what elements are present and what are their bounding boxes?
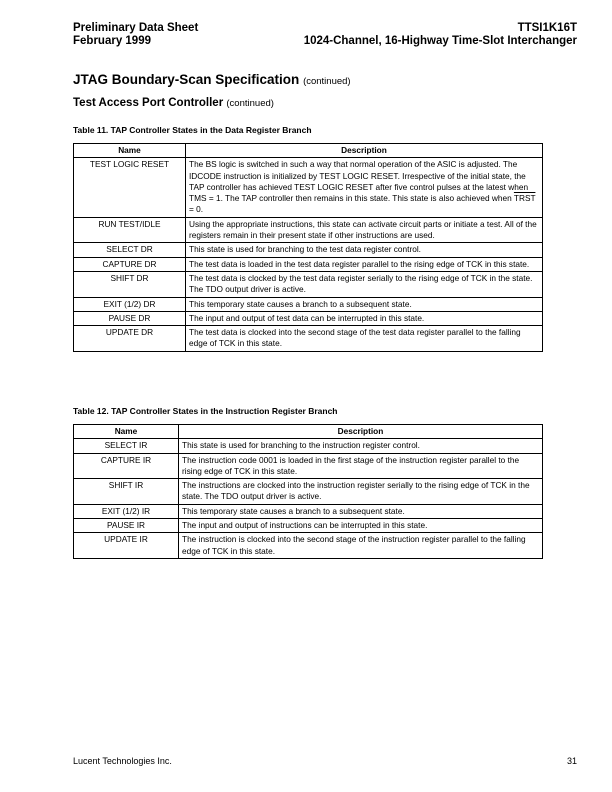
- state-description: This state is used for branching to the instruction register control.: [179, 439, 543, 453]
- table-row: [74, 243, 543, 257]
- state-name: SHIFT IR: [74, 479, 179, 505]
- state-description: The instructions are clocked into the instruction register serially to the rising edge of TCK in the state. The TDO output driver is active.: [179, 479, 543, 505]
- table-row: [74, 453, 543, 479]
- header-left: [73, 22, 198, 48]
- state-description: [186, 158, 543, 217]
- col-description: Description: [186, 144, 543, 158]
- table-row: [74, 311, 543, 325]
- state-description: This temporary state causes a branch to a subsequent state.: [179, 504, 543, 518]
- table-row: [74, 504, 543, 518]
- state-name: RUN TEST/IDLE: [74, 217, 186, 243]
- state-name: PAUSE DR: [74, 311, 186, 325]
- subsection-suffix: (continued): [226, 98, 274, 109]
- state-name: SELECT IR: [74, 439, 179, 453]
- footer-company: Lucent Technologies Inc.: [73, 756, 172, 766]
- page-number: 31: [566, 756, 577, 766]
- table-row: [74, 533, 543, 559]
- state-description: The input and output of instructions can be interrupted in this state.: [179, 519, 543, 533]
- col-description: Description: [179, 425, 543, 439]
- desc-text-end: = 0.: [189, 204, 204, 215]
- state-description: This temporary state causes a branch to a subsequent state.: [186, 297, 543, 311]
- desc-text: The BS logic is switched in such a way that normal operation of the ASIC is adjusted. The IDCODE instruction is initialized by TEST LOGIC RESET. Irrespective of the initial state, the TAP controller has achieved TEST LOGIC RESET after five control pulses at the latest when TMS = 1. The TAP controller then remains in this state. This state is also achieved when: [189, 159, 529, 204]
- state-name: UPDATE IR: [74, 533, 179, 559]
- doc-date: February 1999: [73, 35, 151, 47]
- state-name: EXIT (1/2) IR: [74, 504, 179, 518]
- table-row: [74, 439, 543, 453]
- state-description: The test data is loaded in the test data register parallel to the rising edge of TCK in this state.: [186, 257, 543, 271]
- section-suffix: (continued): [303, 76, 351, 87]
- state-name: SHIFT DR: [74, 271, 186, 297]
- state-name: UPDATE DR: [74, 326, 186, 352]
- table-row: [74, 479, 543, 505]
- table-row: [74, 297, 543, 311]
- table11-caption: Table 11. TAP Controller States in the Data Register Branch: [73, 125, 312, 135]
- col-name: Name: [74, 425, 179, 439]
- section-title-text: JTAG Boundary-Scan Specification: [73, 72, 300, 87]
- table-row: [74, 257, 543, 271]
- state-description: The input and output of test data can be interrupted in this state.: [186, 311, 543, 325]
- table-row: [74, 326, 543, 352]
- state-description: The instruction code 0001 is loaded in the first stage of the instruction register parallel to the rising edge of TCK in this state.: [179, 453, 543, 479]
- state-name: TEST LOGIC RESET: [74, 158, 186, 217]
- table-row: [74, 519, 543, 533]
- table-row: [74, 271, 543, 297]
- state-description: The test data is clocked by the test data register serially to the rising edge of TCK in the state. The TDO output driver is active.: [186, 271, 543, 297]
- state-description: Using the appropriate instructions, this state can activate circuit parts or initiate a test. All of the registers remain in their present state if other instructions are used.: [186, 217, 543, 243]
- table12: [73, 424, 543, 559]
- state-description: The instruction is clocked into the second stage of the instruction register parallel to the falling edge of TCK in this state.: [179, 533, 543, 559]
- col-name: Name: [74, 144, 186, 158]
- section-title: [73, 72, 351, 87]
- state-description: This state is used for branching to the test data register control.: [186, 243, 543, 257]
- subsection-title-text: Test Access Port Controller: [73, 97, 224, 109]
- table12-caption: Table 12. TAP Controller States in the Instruction Register Branch: [73, 406, 338, 416]
- state-description: The test data is clocked into the second stage of the test data register parallel to the falling edge of TCK in this state.: [186, 326, 543, 352]
- state-name: CAPTURE DR: [74, 257, 186, 271]
- state-name: CAPTURE IR: [74, 453, 179, 479]
- table-row: [74, 158, 543, 217]
- doc-type: Preliminary Data Sheet: [73, 22, 199, 34]
- header-right: [304, 22, 577, 48]
- subsection-title: [73, 97, 274, 109]
- state-name: SELECT DR: [74, 243, 186, 257]
- state-name: PAUSE IR: [74, 519, 179, 533]
- table11: [73, 143, 543, 352]
- table-row: [74, 217, 543, 243]
- state-name: EXIT (1/2) DR: [74, 297, 186, 311]
- part-number: TTSI1K16T: [517, 22, 577, 34]
- trst-signal: TRST: [513, 193, 536, 204]
- part-description: 1024-Channel, 16-Highway Time-Slot Interchanger: [303, 35, 577, 47]
